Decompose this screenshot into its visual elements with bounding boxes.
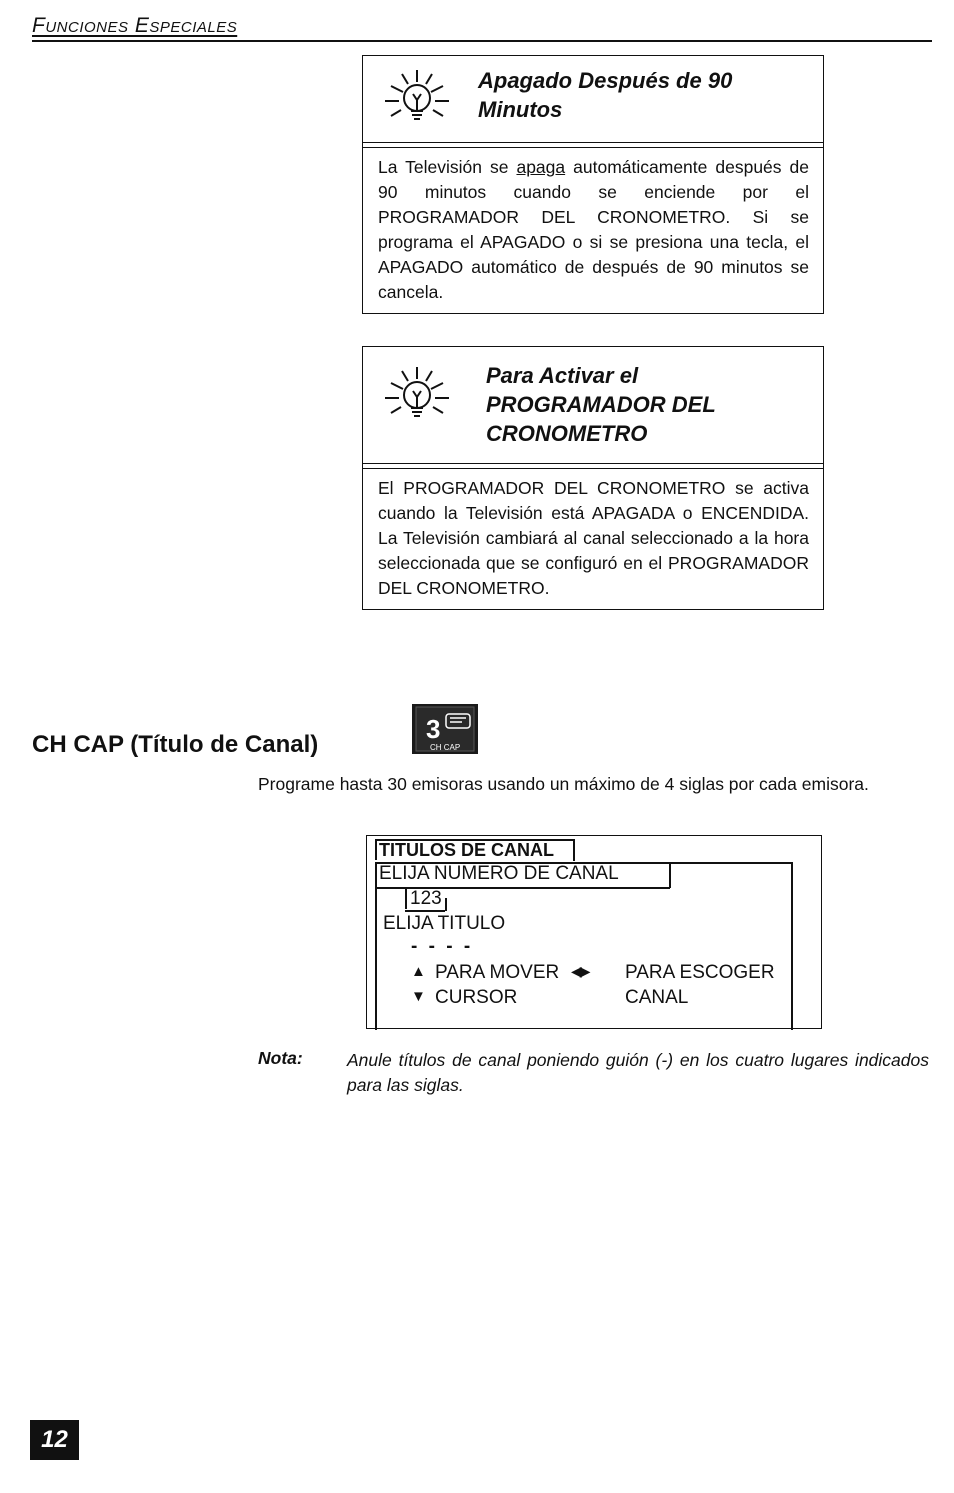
ch-cap-icon-caption: CH CAP bbox=[430, 743, 461, 752]
ch-cap-icon bbox=[412, 704, 478, 754]
tip-title: Para Activar el PROGRAMADOR DEL CRONOMETRO bbox=[486, 363, 716, 446]
channel-number-value: 123 bbox=[410, 888, 442, 909]
channel-label: CANAL bbox=[625, 987, 689, 1008]
section-title: CH CAP (Título de Canal) bbox=[32, 731, 319, 758]
note-label: Nota: bbox=[258, 1048, 303, 1068]
tip-title: Apagado Después de 90 Minutos bbox=[478, 68, 733, 122]
channel-caption-menu-screen bbox=[366, 835, 822, 1029]
underlined-word: apaga bbox=[516, 157, 566, 177]
tip-header bbox=[363, 347, 823, 464]
section-header-title: Funciones Especiales bbox=[32, 14, 238, 37]
note-text: Anule títulos de canal poniendo guión (-) en los cuatro lugares indicados para las siglas. bbox=[347, 1050, 929, 1095]
intro-paragraph: Programe hasta 30 emisoras usando un máximo de 4 siglas por cada emisora. bbox=[258, 774, 869, 794]
lightbulb-icon bbox=[377, 361, 457, 431]
tip-header bbox=[363, 56, 823, 143]
ch-cap-icon-digit: 3 bbox=[426, 714, 441, 744]
up-arrow-icon: ▲ bbox=[411, 963, 426, 980]
left-right-arrows-icon: ◀▶ bbox=[571, 963, 589, 979]
cursor-label: CURSOR bbox=[435, 987, 518, 1008]
tip-box-auto-off bbox=[362, 55, 824, 314]
tip-body: La Televisión se apaga automáticamente después de 90 minutos cuando se enciende por el PROGRAMADOR DEL CRONOMETRO. Si se programa el APAGADO o si se presiona una tecla, el APAGADO automático de después de 90 minutos se cancela. bbox=[378, 157, 809, 302]
lightbulb-icon bbox=[377, 64, 457, 134]
header-rule bbox=[32, 40, 932, 42]
caption-placeholder-dashes: - - - - bbox=[411, 936, 474, 957]
choose-title-label: ELIJA TITULO bbox=[383, 913, 506, 934]
down-arrow-icon: ▼ bbox=[411, 988, 426, 1005]
menu-title: TITULOS DE CANAL bbox=[379, 840, 554, 860]
page-number: 12 bbox=[30, 1420, 79, 1460]
tip-box-timer bbox=[362, 346, 824, 610]
move-label: PARA MOVER bbox=[435, 962, 560, 983]
tip-body: El PROGRAMADOR DEL CRONOMETRO se activa cuando la Televisión está APAGADA o ENCENDIDA. La Televisión cambiará al canal seleccionado a la hora seleccionada que se configuró en el PROGRAMADOR DEL CRONOMETRO. bbox=[378, 478, 809, 598]
submenu-title: ELIJA NUMERO DE CANAL bbox=[379, 863, 619, 884]
choose-label: PARA ESCOGER bbox=[625, 962, 775, 983]
